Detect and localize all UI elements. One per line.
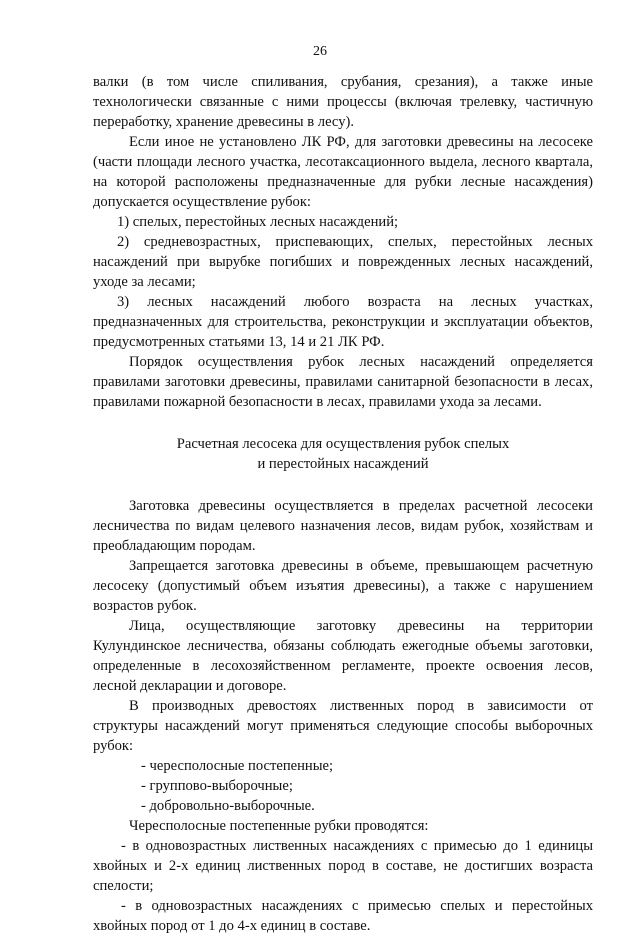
list-item: 1) спелых, перестойных лесных насаждений; — [117, 214, 399, 230]
list-item: - чересполосные постепенные; — [141, 758, 334, 774]
document-body — [93, 72, 593, 936]
list-item: - в одновозрастных насаждениях с примесью спелых и перестойных хвойных пород от 1 до 4-х единиц в составе. — [93, 898, 593, 934]
section-heading — [93, 434, 593, 474]
paragraph: Чересполосные постепенные рубки проводятся: — [129, 818, 429, 834]
list-item: 2) средневозрастных, приспевающих, спелых, перестойных лесных насаждений при вырубке погибших и поврежденных лесных насаждений, уходе за лесами; — [93, 234, 593, 290]
list-item: - группово-выборочные; — [141, 778, 293, 794]
paragraph: В производных древостоях лиственных пород в зависимости от структуры насаждений могут применяться следующие способы выборочных рубок: — [93, 698, 593, 754]
paragraph: Запрещается заготовка древесины в объеме, превышающем расчетную лесосеку (допустимый объем изъятия древесины), а также с нарушением возрастов рубок. — [93, 558, 593, 614]
list-item: - в одновозрастных лиственных насаждениях с примесью до 1 единицы хвойных и 2-х единиц лиственных пород в составе, не достигших возраста спелости; — [93, 838, 593, 894]
paragraph: Если иное не установлено ЛК РФ, для заготовки древесины на лесосеке (части площади лесного участка, лесотаксационного выдела, лесного квартала, на которой расположены предназначенные для рубки лесные насаждения) допускается осуществление рубок: — [93, 134, 593, 210]
paragraph: Порядок осуществления рубок лесных насаждений определяется правилами заготовки древесины, правилами санитарной безопасности в лесах, правилами пожарной безопасности в лесах, правилами ухода за лесами. — [93, 354, 593, 410]
section-heading-line: Расчетная лесосека для осуществления рубок спелых — [176, 436, 510, 452]
page-number: 26 — [313, 44, 327, 59]
list-item: 3) лесных насаждений любого возраста на лесных участках, предназначенных для строительства, реконструкции и эксплуатации объектов, предусмотренных статьями 13, 14 и 21 ЛК РФ. — [93, 294, 593, 350]
paragraph: Лица, осуществляющие заготовку древесины на территории Кулундинское лесничества, обязаны соблюдать ежегодные объемы заготовки, определенные в лесохозяйственном регламенте, проекте освоения лесов, лесной декларации и договоре. — [93, 618, 593, 694]
paragraph: Заготовка древесины осуществляется в пределах расчетной лесосеки лесничества по видам целевого назначения лесов, видам рубок, хозяйствам и преобладающим породам. — [93, 498, 593, 554]
list-item: - добровольно-выборочные. — [141, 798, 315, 814]
section-heading-line: и перестойных насаждений — [257, 456, 429, 472]
paragraph: валки (в том числе спиливания, срубания, срезания), а также иные технологически связанные с ними процессы (включая трелевку, частичную переработку, хранение древесины в лесу). — [93, 74, 593, 130]
